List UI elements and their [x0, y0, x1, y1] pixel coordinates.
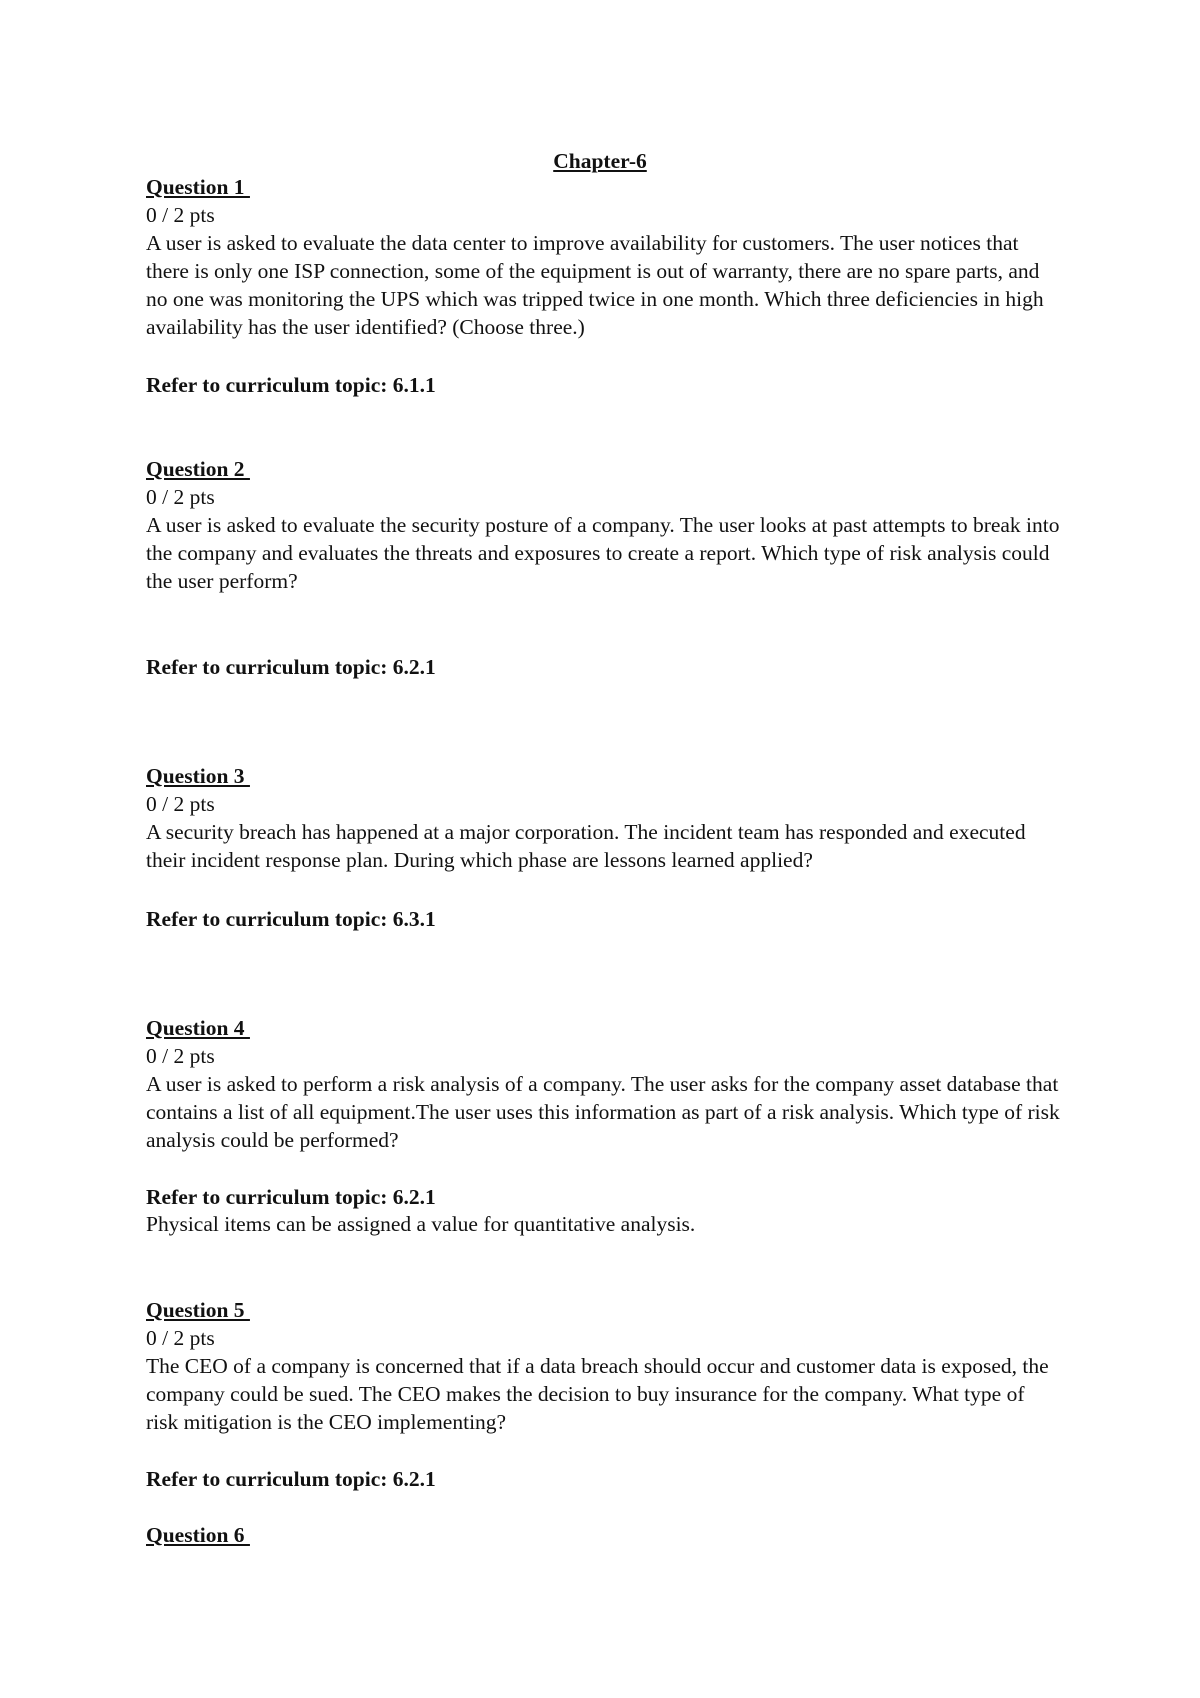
curriculum-reference: Refer to curriculum topic: 6.2.1: [146, 1185, 436, 1209]
question-text: A user is asked to evaluate the security posture of a company. The user looks at past attempts to break into the company and evaluates the threats and exposures to create a report. Which type of risk analysis could the user perform?: [146, 513, 1060, 593]
question-text: The CEO of a company is concerned that if a data breach should occur and customer data is exposed, the company could be sued. The CEO makes the decision to buy insurance for the company. What type of risk mitigation is the CEO implementing?: [146, 1354, 1049, 1434]
question-6: [146, 1521, 1061, 1551]
question-text: A user is asked to evaluate the data center to improve availability for customers. The user notices that there is only one ISP connection, some of the equipment is out of warranty, there are no spare parts, and no one was monitoring the UPS which was tripped twice in one month. Which three deficiencies in high availability has the user identified? (Choose three.): [146, 231, 1044, 339]
curriculum-reference: Refer to curriculum topic: 6.3.1: [146, 907, 436, 931]
question-4: [146, 1014, 1061, 1264]
question-heading: Question 3: [146, 764, 250, 788]
curriculum-reference: Refer to curriculum topic: 6.1.1: [146, 373, 436, 397]
question-5: [146, 1296, 1061, 1506]
question-3: [146, 762, 1061, 947]
question-points: 0 / 2 pts: [146, 792, 215, 816]
question-heading: Question 5: [146, 1298, 250, 1322]
question-text: A security breach has happened at a major corporation. The incident team has responded and executed their incident response plan. During which phase are lessons learned applied?: [146, 820, 1026, 872]
question-points: 0 / 2 pts: [146, 485, 215, 509]
curriculum-reference: Refer to curriculum topic: 6.2.1: [146, 1467, 436, 1491]
question-1: [146, 173, 1061, 397]
question-points: 0 / 2 pts: [146, 1044, 215, 1068]
question-heading: Question 6: [146, 1523, 250, 1547]
question-heading: Question 1: [146, 175, 250, 199]
question-heading: Question 2: [146, 457, 250, 481]
question-heading: Question 4: [146, 1016, 250, 1040]
curriculum-reference: Refer to curriculum topic: 6.2.1: [146, 655, 436, 679]
question-explanation: Physical items can be assigned a value for quantitative analysis.: [146, 1212, 696, 1236]
question-points: 0 / 2 pts: [146, 1326, 215, 1350]
question-points: 0 / 2 pts: [146, 203, 215, 227]
chapter-title: Chapter-6: [553, 149, 647, 173]
question-text: A user is asked to perform a risk analysis of a company. The user asks for the company asset database that contains a list of all equipment.The user uses this information as part of a risk analysis. Which type of risk analysis could be performed?: [146, 1072, 1060, 1152]
question-2: [146, 455, 1061, 695]
